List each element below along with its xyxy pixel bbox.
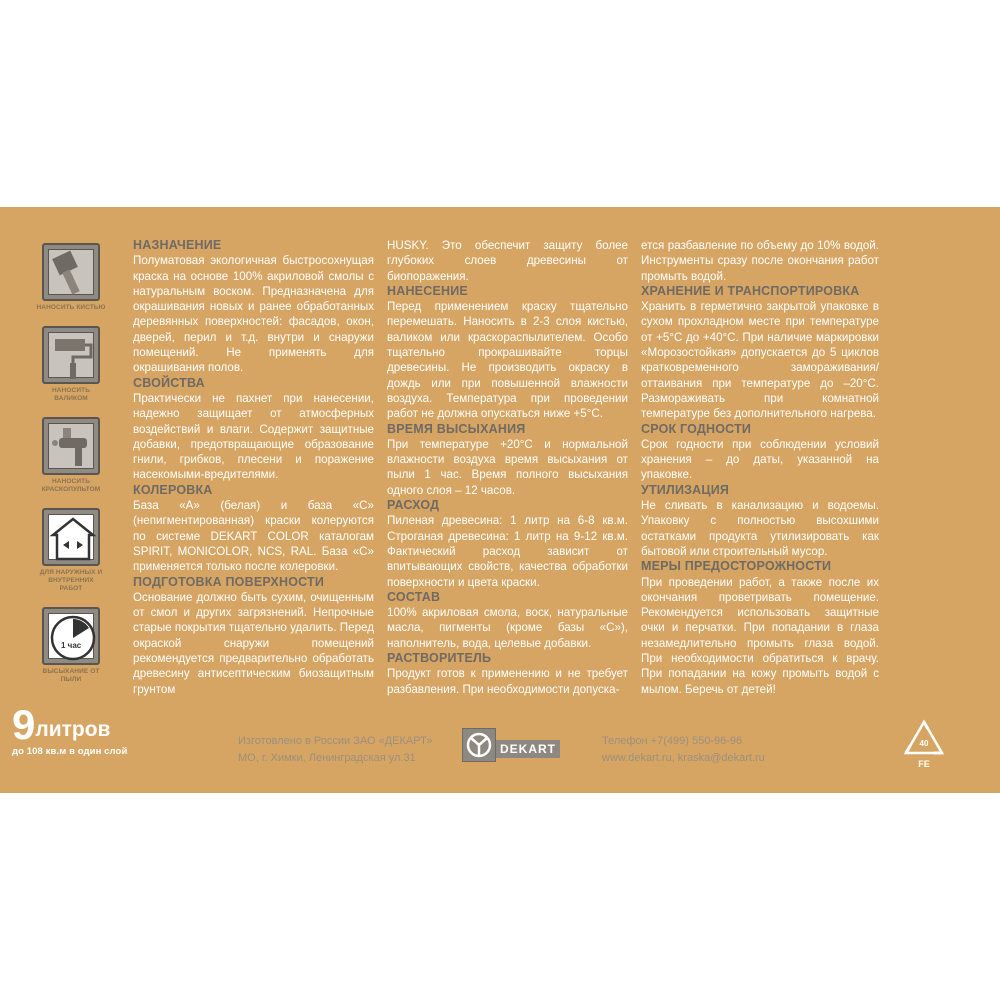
coverage-text: до 108 кв.м в один слой [12,746,128,757]
section-text: HUSKY. Это обеспечит защиту более глубоких слоев древесины от биопоражения. [387,239,628,283]
icon-caption: ДЛЯ НАРУЖНЫХ И ВНУТРЕННИХ РАБОТ [39,569,103,592]
section-text: 100% акриловая смола, воск, натуральные масла, пигменты (кроме базы «С»), наполнитель, вода, целевые добавки. [387,606,628,650]
text-column-3 [641,238,879,697]
brand-name: DEKART [496,740,560,758]
manufacturer-line: Изготовлено в России ЗАО «ДЕКАРТ» [238,735,433,747]
text-column-2 [387,238,628,697]
section-heading: ПОДГОТОВКА ПОВЕРХНОСТИ [133,574,325,589]
section-text: База «А» (белая) и база «С» (непигментированная) краски колеруются по системе DEKART COLOR каталогам SPIRIT, MONICOLOR, NCS, RAL. База «С» применяется только после колеровки. [133,499,374,574]
icon-caption: НАНОСИТЬ КИСТЬЮ [36,304,106,311]
section-heading: СРОК ГОДНОСТИ [641,421,752,436]
section-heading: СОСТАВ [387,589,441,604]
spray-gun-icon [42,417,100,475]
logo-mark-icon [462,728,496,762]
section-heading: ХРАНЕНИЕ И ТРАНСПОРТИРОВКА [641,283,860,298]
section-text: Перед применением краску тщательно перемешать. Наносить в 2-3 слоя кистью, валиком или краскораспылителем. Особо тщательно прокрашивайте торцы древесины. Не производить окраску в дождь или при повышенной влажности воздуха. Температура при проведении работ не должна опускаться ниже +5°С. [387,300,628,421]
volume-number: 9 [12,701,36,748]
section-heading: СВОЙСТВА [133,375,205,390]
paintbrush-icon [42,243,100,301]
icon-caption: НАНОСИТЬ КРАСКОПУЛЬТОМ [41,478,101,493]
section-heading: КОЛЕРОВКА [133,482,213,497]
phone-text: Телефон +7(499) 550-96-96 [602,735,743,747]
clock-label: 1 час [61,641,82,650]
section-text: Практически не пахнет при нанесении, надежно защищает от атмосферных воздействий и влаги. Содержит защитные добавки, предотвращающие образование гнили, грибков, плесени и поражение насекомыми-вредителями. [133,391,374,482]
icon-caption: ВЫСЫХАНИЕ ОТ ПЫЛИ [42,668,100,683]
section-text: Срок годности при соблюдении условий хранения – до даты, указанной на упаковке. [641,437,879,482]
section-text: Пиленая древесина: 1 литр на 6-8 кв.м. Строганая древесина: 1 литр на 9-12 кв.м. Фактический расход зависит от впитывающих свойств, качества обработки поверхности и цвета краски. [387,514,628,589]
recycle-icon [902,719,946,767]
paint-roller-icon [42,326,100,384]
application-icons [36,243,106,698]
recycle-code: FE [918,759,930,769]
volume-unit: литров [35,718,111,741]
text-column-1 [133,238,374,697]
section-text: При температуре +20°С и нормальной влажности воздуха время высыхания от пыли 1 час. Время полного высыхания одного слоя – 12 часов. [387,437,628,497]
section-heading: ВРЕМЯ ВЫСЫХАНИЯ [387,421,526,436]
contact-info [602,733,765,767]
section-text: При проведении работ, а также после их окончания проветривать помещение. Рекомендуется использовать защитные очки и перчатки. При попадании в глаза незамедлительно промыть глаза водой. При необходимости обратиться к врачу. При попадании на кожу промыть водой с мылом. Беречь от детей! [641,575,879,696]
section-heading: УТИЛИЗАЦИЯ [641,482,730,497]
section-text: Основание должно быть сухим, очищенным от смол и других загрязнений. Непрочные старые покрытия тщательно удалить. Перед окраской снаружи помещений рекомендуется предварительно обработать древесину антисептическим биозащитным грунтом [133,590,374,696]
section-text: Полуматовая экологичная быстросохнущая краска на основе 100% акриловой смолы с натуральным воском. Предназначена для окрашивания новых и ранее обработанных деревянных поверхностей: фасадов, окон, дверей, перил и т.д. внутри и снаружи помещений. Не применять для окрашивания полов. [133,254,374,375]
brand-logo [462,728,560,762]
section-heading: РАСХОД [387,498,440,513]
section-text: Продукт готов к применению и не требует разбавления. При необходимости допуска- [387,667,628,696]
paint-label [0,207,1000,793]
section-heading: НАЗНАЧЕНИЕ [133,238,222,252]
icon-caption: НАНОСИТЬ ВАЛИКОМ [52,387,90,402]
volume-block [12,701,128,757]
manufacturer-info [238,733,432,767]
recycle-number: 40 [919,739,929,748]
section-heading: РАСТВОРИТЕЛЬ [387,651,492,666]
section-text: Хранить в герметично закрытой упаковке в сухом прохладном месте при температуре от +5°С до +40°С. При наличие маркировки «Морозостойкая» допускается до 5 циклов кратковременного замораживания/оттаивания при температуре до –20°С. Размораживать при комнатной температуре без дополнительного нагрева. [641,300,879,421]
section-heading: НАНЕСЕНИЕ [387,283,468,298]
section-text: ется разбавление по объему до 10% водой. Инструменты сразу после окончания работ промыть водой. [641,239,879,283]
house-icon [42,508,100,566]
section-text: Не сливать в канализацию и водоемы. Упаковку с полностью высохшими остатками продукта утилизировать как бытовой или строительный мусор. [641,499,879,558]
web-text: www.dekart.ru, kraska@dekart.ru [602,752,765,764]
manufacturer-address: МО, г. Химки, Ленинградская ул.31 [238,752,416,764]
clock-icon [42,607,100,665]
section-heading: МЕРЫ ПРЕДОСТОРОЖНОСТИ [641,559,832,574]
